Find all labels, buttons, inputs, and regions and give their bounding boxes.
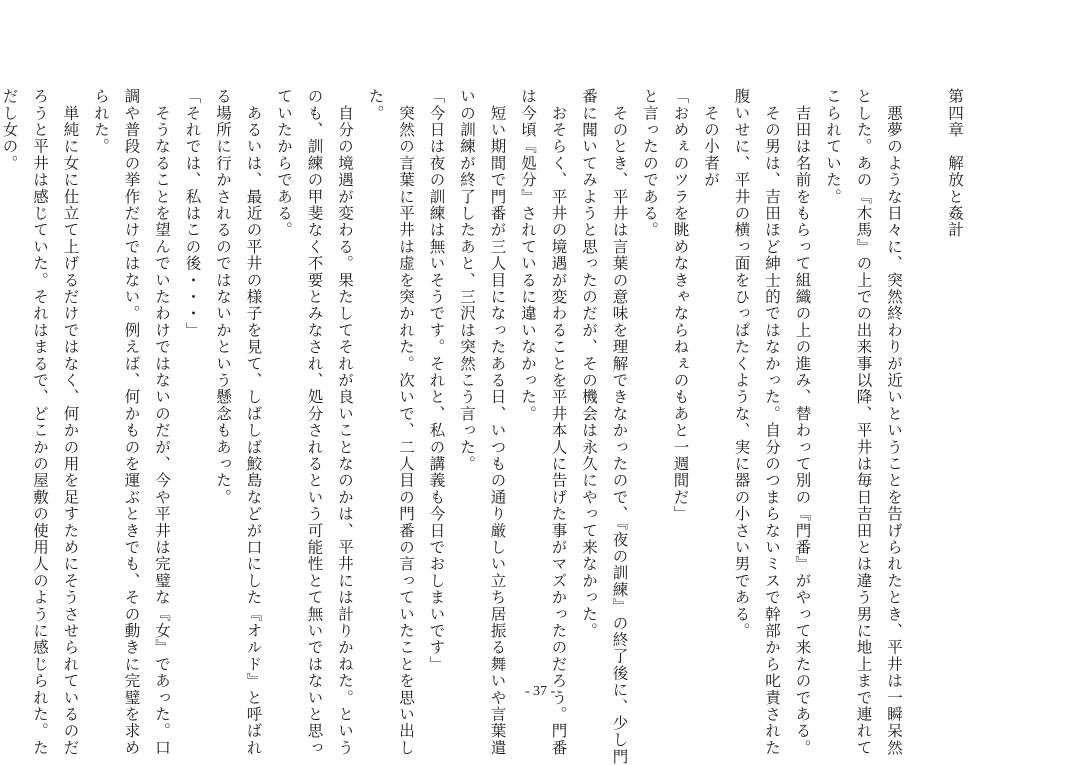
text-line: は今頃『処分』されているに違いなかった。 <box>519 88 537 422</box>
text-line: と言ったのである。 <box>641 88 659 239</box>
text-line: 自分の境遇が変わる。果たしてそれが良いことなのかは、平井には計りかねた。という <box>336 88 354 756</box>
text-line: 悪夢のような日々に、突然終わりが近いということを告げられたとき、平井は一瞬呆然 <box>885 88 903 756</box>
text-line: 突然の言葉に平井は虚を突かれた。次いで、二人目の門番の言っていたことを思い出し <box>397 88 415 756</box>
text-line: その小者が <box>702 88 720 189</box>
text-line: あるいは、最近の平井の様子を見て、しばしば鮫島などが口にした『オルド』と呼ばれ <box>244 88 263 756</box>
text-line: そうなることを望んでいたわけではないのだが、今や平井は完璧な『女』であった。口 <box>153 88 171 756</box>
text-line: 単純に女に仕立て上げるだけではなく、何かの用を足すためにそうさせられているのだ <box>61 88 80 756</box>
text-line: 「今日は夜の訓練は無いそうです。それと、私の講義も今日でおしまいです」 <box>427 88 446 673</box>
text-line: 吉田は名前をもらって組織の上の進み、替わって別の『門番』がやって来たのである。 <box>793 88 812 756</box>
text-line: いの訓練が終了したあと、三沢は突然こう言った。 <box>458 88 476 473</box>
text-line: ていたからである。 <box>275 88 293 239</box>
text-line: られた。 <box>92 88 110 155</box>
text-line: 調や普段の挙作だけではない。例えば、何かものを運ぶときでも、その動きに完璧を求め <box>122 88 141 756</box>
text-line: る場所に行かされるのではないかという懸念もあった。 <box>214 88 232 506</box>
text-line: 腹いせに、平井の横っ面をひっぱたくような、実に器の小さい男である。 <box>732 88 751 640</box>
spacer <box>909 88 940 686</box>
text-line: 「おめぇのツラを眺めなきゃならねぇのもあと一週間だ」 <box>671 88 690 523</box>
text-line: ろうと平井は感じていた。それはまるで、どこかの屋敷の使用人のように感じられた。た <box>31 88 49 756</box>
text-line: 「それでは、私はこの後・・・」 <box>183 88 202 339</box>
chapter-title: 第四章 解放と姦計 <box>946 88 964 239</box>
text-line: おそらく、平井の境遇が変わることを平井本人に告げた事がマズかったのだろう。門番 <box>549 88 568 756</box>
text-line: その男は、吉田ほど紳士的ではなかった。自分のつまらないミスで幹部から叱責された <box>763 88 781 756</box>
text-line: こられていた。 <box>824 88 842 205</box>
text-line: た。 <box>366 88 385 122</box>
text-line: 短い期間で門番が三人目になったある日、いつもの通り厳しい立ち居振る舞いや言葉遣 <box>488 88 507 756</box>
text-line: 番に聞いてみようと思ったのだが、その機会は永久にやって来なかった。 <box>580 88 598 640</box>
text-line: とした。あの『木馬』の上での出来事以降、平井は毎日吉田とは違う男に地上まで連れて <box>854 88 873 756</box>
text-line: のも、訓練の甲斐なく不要とみなされ、処分されるという可能性とて無いではないと思っ <box>305 88 324 756</box>
page-number: - 37 - <box>524 684 556 699</box>
text-line: だし女の。 <box>0 88 19 172</box>
text-line: そのとき、平井は言葉の意味を理解できなかったので、『夜の訓練』の終了後に、少し門 <box>610 88 629 765</box>
